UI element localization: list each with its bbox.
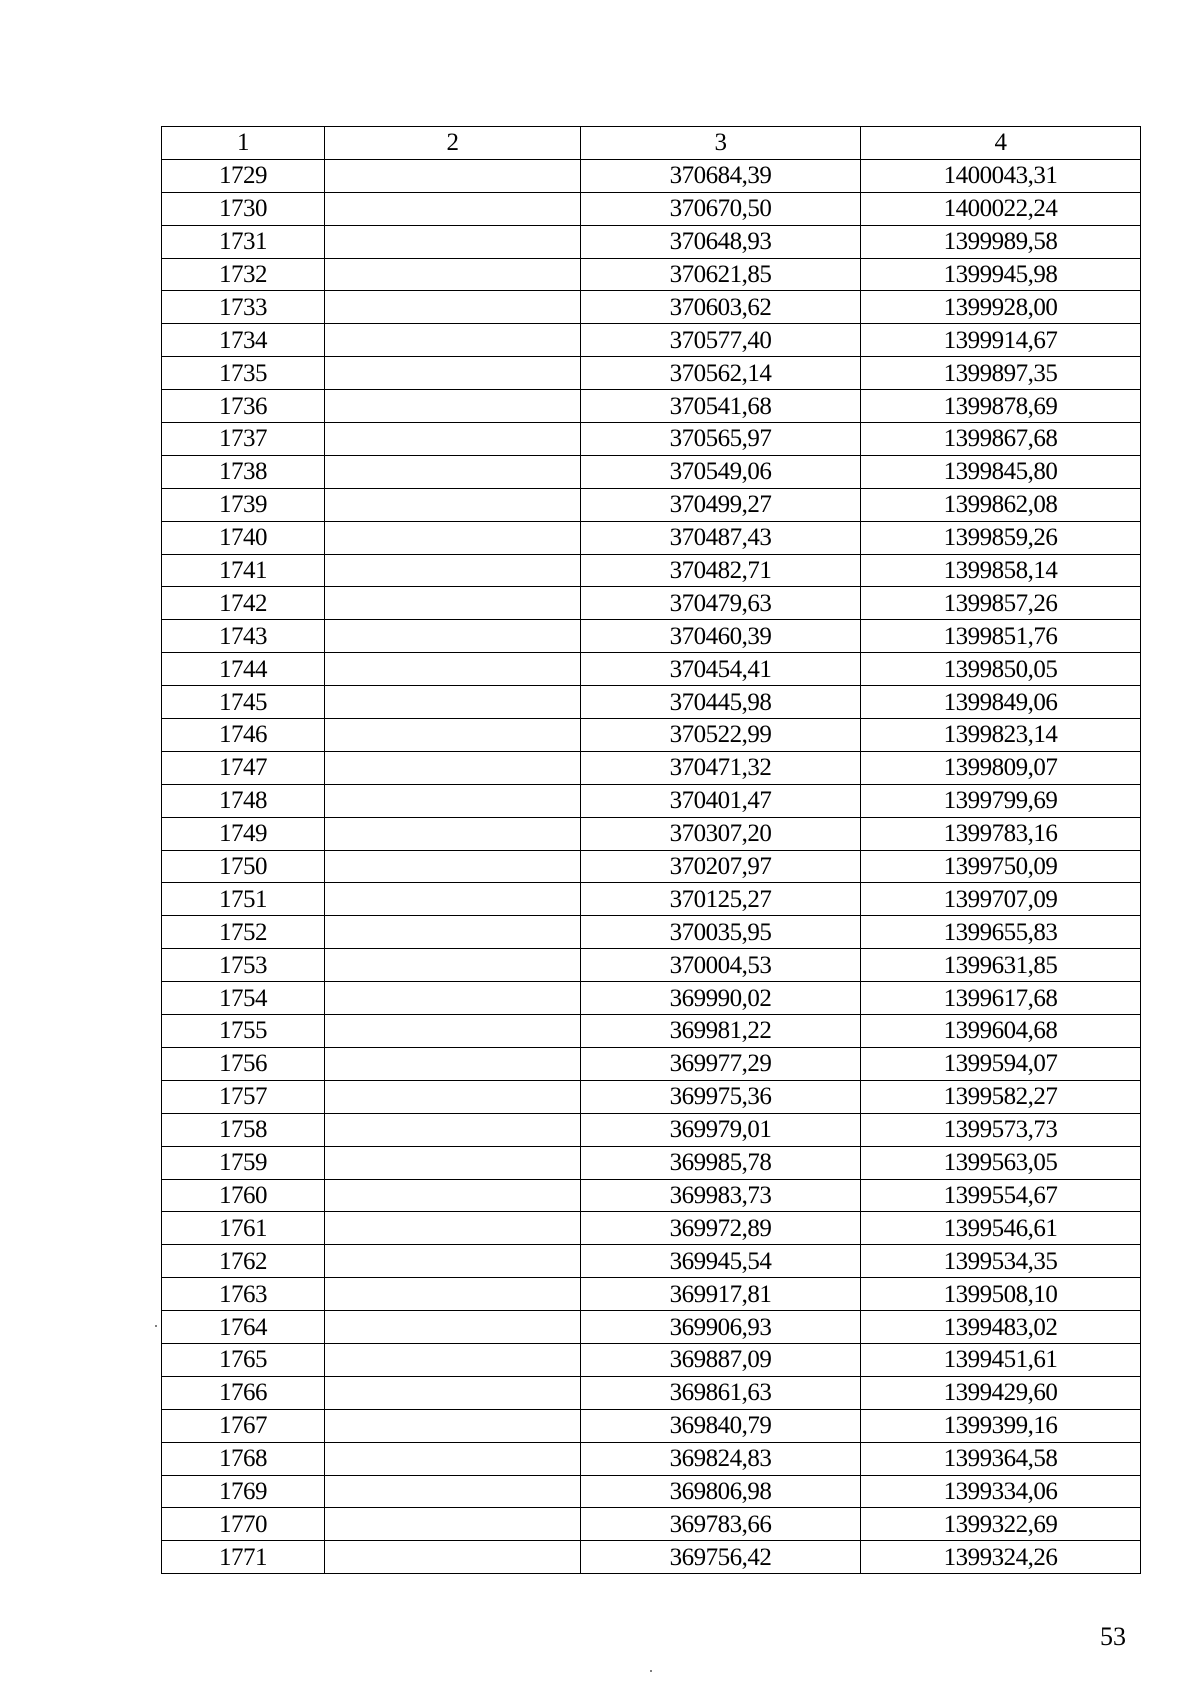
table-header-row: [162, 127, 1141, 160]
table-cell-col-2: [325, 357, 581, 390]
header-col-4: 4: [861, 127, 1141, 160]
table-cell-col-1: 1770: [162, 1508, 325, 1541]
table-row: [162, 1113, 1141, 1146]
table-cell-col-2: [325, 488, 581, 521]
table-cell-col-4: 1399823,14: [861, 719, 1141, 752]
table-cell-col-1: 1730: [162, 192, 325, 225]
table-cell-col-2: [325, 587, 581, 620]
table-row: [162, 1080, 1141, 1113]
table-cell-col-3: 369990,02: [581, 982, 861, 1015]
table-cell-col-2: [325, 982, 581, 1015]
table-cell-col-1: 1751: [162, 883, 325, 916]
table-cell-col-3: 369945,54: [581, 1245, 861, 1278]
table-cell-col-2: [325, 1179, 581, 1212]
table-cell-col-1: 1740: [162, 521, 325, 554]
table-cell-col-2: [325, 455, 581, 488]
table-cell-col-1: 1739: [162, 488, 325, 521]
table-row: [162, 850, 1141, 883]
table-cell-col-4: 1399845,80: [861, 455, 1141, 488]
table-cell-col-4: 1399862,08: [861, 488, 1141, 521]
header-col-1: 1: [162, 127, 325, 160]
coordinates-table: [161, 126, 1141, 1574]
table-row: [162, 159, 1141, 192]
table-cell-col-3: 370445,98: [581, 686, 861, 719]
table-cell-col-4: 1399563,05: [861, 1146, 1141, 1179]
table-cell-col-3: 370487,43: [581, 521, 861, 554]
table-row: [162, 291, 1141, 324]
table-cell-col-2: [325, 1245, 581, 1278]
table-cell-col-4: 1399554,67: [861, 1179, 1141, 1212]
table-cell-col-4: 1399546,61: [861, 1212, 1141, 1245]
table-cell-col-1: 1738: [162, 455, 325, 488]
table-cell-col-2: [325, 1015, 581, 1048]
table-cell-col-3: 369756,42: [581, 1541, 861, 1574]
table-cell-col-3: 370603,62: [581, 291, 861, 324]
table-row: [162, 1278, 1141, 1311]
table-cell-col-2: [325, 784, 581, 817]
table-row: [162, 1015, 1141, 1048]
table-cell-col-4: 1399783,16: [861, 817, 1141, 850]
table-cell-col-4: 1399631,85: [861, 949, 1141, 982]
page-number: 53: [1100, 1622, 1126, 1651]
table-cell-col-3: 370460,39: [581, 620, 861, 653]
table-cell-col-3: 370541,68: [581, 390, 861, 423]
table-cell-col-3: 370307,20: [581, 817, 861, 850]
table-body: [162, 159, 1141, 1573]
table-cell-col-1: 1733: [162, 291, 325, 324]
table-cell-col-2: [325, 225, 581, 258]
table-cell-col-1: 1753: [162, 949, 325, 982]
table-cell-col-4: 1400043,31: [861, 159, 1141, 192]
table-cell-col-4: 1399857,26: [861, 587, 1141, 620]
table-cell-col-2: [325, 620, 581, 653]
table-row: [162, 1376, 1141, 1409]
table-cell-col-2: [325, 686, 581, 719]
table-cell-col-1: 1758: [162, 1113, 325, 1146]
table-row: [162, 258, 1141, 291]
table-cell-col-2: [325, 949, 581, 982]
table-cell-col-4: 1399429,60: [861, 1376, 1141, 1409]
table-cell-col-3: 370522,99: [581, 719, 861, 752]
table-cell-col-2: [325, 1047, 581, 1080]
table-cell-col-1: 1757: [162, 1080, 325, 1113]
table-cell-col-2: [325, 751, 581, 784]
table-cell-col-4: 1399334,06: [861, 1475, 1141, 1508]
table-row: [162, 587, 1141, 620]
table-row: [162, 883, 1141, 916]
table-cell-col-3: 369975,36: [581, 1080, 861, 1113]
table-cell-col-1: 1731: [162, 225, 325, 258]
table-cell-col-3: 370562,14: [581, 357, 861, 390]
table-cell-col-1: 1752: [162, 916, 325, 949]
table-cell-col-3: 370549,06: [581, 455, 861, 488]
table-cell-col-3: 369783,66: [581, 1508, 861, 1541]
table-row: [162, 1442, 1141, 1475]
table-cell-col-4: 1399399,16: [861, 1409, 1141, 1442]
table-cell-col-3: 369979,01: [581, 1113, 861, 1146]
table-cell-col-3: 369824,83: [581, 1442, 861, 1475]
table-cell-col-1: 1745: [162, 686, 325, 719]
table-cell-col-4: 1399594,07: [861, 1047, 1141, 1080]
table-cell-col-1: 1737: [162, 423, 325, 456]
table-cell-col-2: [325, 1409, 581, 1442]
table-row: [162, 423, 1141, 456]
table-cell-col-4: 1399945,98: [861, 258, 1141, 291]
table-cell-col-1: 1759: [162, 1146, 325, 1179]
table-cell-col-3: 369983,73: [581, 1179, 861, 1212]
table-row: [162, 488, 1141, 521]
table-row: [162, 1146, 1141, 1179]
table-cell-col-4: 1399914,67: [861, 324, 1141, 357]
table-cell-col-4: 1399364,58: [861, 1442, 1141, 1475]
table-cell-col-1: 1754: [162, 982, 325, 1015]
table-cell-col-1: 1741: [162, 554, 325, 587]
table-cell-col-1: 1769: [162, 1475, 325, 1508]
table-cell-col-1: 1762: [162, 1245, 325, 1278]
table-row: [162, 455, 1141, 488]
table-cell-col-4: 1399928,00: [861, 291, 1141, 324]
table-cell-col-4: 1399582,27: [861, 1080, 1141, 1113]
table-row: [162, 1541, 1141, 1574]
table-cell-col-1: 1767: [162, 1409, 325, 1442]
table-row: [162, 1212, 1141, 1245]
table-cell-col-1: 1764: [162, 1311, 325, 1344]
table-cell-col-4: 1399799,69: [861, 784, 1141, 817]
table-cell-col-3: 370499,27: [581, 488, 861, 521]
table-cell-col-2: [325, 1146, 581, 1179]
table-row: [162, 751, 1141, 784]
table-row: [162, 1245, 1141, 1278]
table-cell-col-3: 369861,63: [581, 1376, 861, 1409]
table-cell-col-1: 1746: [162, 719, 325, 752]
table-cell-col-1: 1735: [162, 357, 325, 390]
table-cell-col-4: 1399897,35: [861, 357, 1141, 390]
table-cell-col-1: 1747: [162, 751, 325, 784]
table-cell-col-3: 370648,93: [581, 225, 861, 258]
table-cell-col-1: 1734: [162, 324, 325, 357]
table-row: [162, 653, 1141, 686]
table-cell-col-2: [325, 1442, 581, 1475]
table-row: [162, 620, 1141, 653]
table-cell-col-4: 1399617,68: [861, 982, 1141, 1015]
table-cell-col-4: 1399750,09: [861, 850, 1141, 883]
table-cell-col-3: 370684,39: [581, 159, 861, 192]
table-row: [162, 1343, 1141, 1376]
table-cell-col-2: [325, 159, 581, 192]
table-cell-col-3: 370577,40: [581, 324, 861, 357]
table-cell-col-2: [325, 1278, 581, 1311]
table-cell-col-1: 1750: [162, 850, 325, 883]
table-cell-col-3: 369906,93: [581, 1311, 861, 1344]
table-row: [162, 719, 1141, 752]
table-row: [162, 784, 1141, 817]
table-cell-col-4: 1399849,06: [861, 686, 1141, 719]
table-cell-col-4: 1399534,35: [861, 1245, 1141, 1278]
table-cell-col-3: 370035,95: [581, 916, 861, 949]
table-cell-col-1: 1760: [162, 1179, 325, 1212]
table-row: [162, 1508, 1141, 1541]
table-cell-col-2: [325, 719, 581, 752]
table-cell-col-4: 1399451,61: [861, 1343, 1141, 1376]
table-cell-col-4: 1399322,69: [861, 1508, 1141, 1541]
table-row: [162, 817, 1141, 850]
table-cell-col-2: [325, 554, 581, 587]
table-cell-col-1: 1768: [162, 1442, 325, 1475]
table-cell-col-3: 370454,41: [581, 653, 861, 686]
table-cell-col-2: [325, 324, 581, 357]
table-cell-col-3: 369840,79: [581, 1409, 861, 1442]
table-cell-col-3: 370207,97: [581, 850, 861, 883]
table-cell-col-4: 1399573,73: [861, 1113, 1141, 1146]
table-cell-col-3: 369887,09: [581, 1343, 861, 1376]
table-row: [162, 1179, 1141, 1212]
table-row: [162, 1409, 1141, 1442]
table-row: [162, 916, 1141, 949]
table-cell-col-3: 369972,89: [581, 1212, 861, 1245]
table-cell-col-2: [325, 1080, 581, 1113]
table-cell-col-2: [325, 850, 581, 883]
table-cell-col-3: 369981,22: [581, 1015, 861, 1048]
table-cell-col-3: 369977,29: [581, 1047, 861, 1080]
scan-speck: [155, 1325, 157, 1327]
table-cell-col-1: 1763: [162, 1278, 325, 1311]
table-row: [162, 357, 1141, 390]
table-cell-col-1: 1771: [162, 1541, 325, 1574]
table-cell-col-1: 1756: [162, 1047, 325, 1080]
table-cell-col-2: [325, 883, 581, 916]
table-cell-col-4: 1399878,69: [861, 390, 1141, 423]
table-cell-col-3: 370471,32: [581, 751, 861, 784]
table-cell-col-3: 370482,71: [581, 554, 861, 587]
table-cell-col-1: 1765: [162, 1343, 325, 1376]
table-cell-col-1: 1742: [162, 587, 325, 620]
table-cell-col-4: 1400022,24: [861, 192, 1141, 225]
table-cell-col-2: [325, 291, 581, 324]
table-cell-col-4: 1399989,58: [861, 225, 1141, 258]
table-cell-col-2: [325, 258, 581, 291]
table-cell-col-4: 1399851,76: [861, 620, 1141, 653]
table-cell-col-3: 369917,81: [581, 1278, 861, 1311]
table-cell-col-4: 1399655,83: [861, 916, 1141, 949]
table-cell-col-3: 369985,78: [581, 1146, 861, 1179]
table-cell-col-3: 369806,98: [581, 1475, 861, 1508]
table-cell-col-4: 1399850,05: [861, 653, 1141, 686]
table-cell-col-3: 370479,63: [581, 587, 861, 620]
table-cell-col-1: 1766: [162, 1376, 325, 1409]
table-cell-col-1: 1761: [162, 1212, 325, 1245]
table-row: [162, 949, 1141, 982]
table-cell-col-3: 370401,47: [581, 784, 861, 817]
table-cell-col-1: 1744: [162, 653, 325, 686]
table-cell-col-2: [325, 423, 581, 456]
table-cell-col-4: 1399508,10: [861, 1278, 1141, 1311]
table-row: [162, 1047, 1141, 1080]
table-cell-col-1: 1732: [162, 258, 325, 291]
table-row: [162, 521, 1141, 554]
table-cell-col-2: [325, 1113, 581, 1146]
table-cell-col-4: 1399324,26: [861, 1541, 1141, 1574]
table-cell-col-1: 1743: [162, 620, 325, 653]
table-cell-col-4: 1399809,07: [861, 751, 1141, 784]
table-row: [162, 1475, 1141, 1508]
table-cell-col-2: [325, 192, 581, 225]
table-cell-col-3: 370565,97: [581, 423, 861, 456]
header-col-2: 2: [325, 127, 581, 160]
table-row: [162, 390, 1141, 423]
table-cell-col-1: 1729: [162, 159, 325, 192]
table-cell-col-1: 1748: [162, 784, 325, 817]
table-row: [162, 554, 1141, 587]
table-cell-col-1: 1749: [162, 817, 325, 850]
table-cell-col-2: [325, 1541, 581, 1574]
table-cell-col-2: [325, 1212, 581, 1245]
table-cell-col-3: 370670,50: [581, 192, 861, 225]
table-row: [162, 982, 1141, 1015]
table-row: [162, 192, 1141, 225]
table-cell-col-4: 1399707,09: [861, 883, 1141, 916]
scan-speck: [650, 1670, 652, 1672]
table-cell-col-4: 1399483,02: [861, 1311, 1141, 1344]
table-cell-col-2: [325, 1343, 581, 1376]
table-cell-col-2: [325, 653, 581, 686]
table-cell-col-4: 1399604,68: [861, 1015, 1141, 1048]
table-cell-col-4: 1399859,26: [861, 521, 1141, 554]
table-cell-col-3: 370125,27: [581, 883, 861, 916]
table-cell-col-2: [325, 1508, 581, 1541]
table-row: [162, 686, 1141, 719]
table-cell-col-1: 1736: [162, 390, 325, 423]
header-col-3: 3: [581, 127, 861, 160]
table-cell-col-4: 1399867,68: [861, 423, 1141, 456]
table-row: [162, 1311, 1141, 1344]
table-cell-col-2: [325, 1376, 581, 1409]
table-cell-col-1: 1755: [162, 1015, 325, 1048]
table-cell-col-2: [325, 916, 581, 949]
table-row: [162, 225, 1141, 258]
table-row: [162, 324, 1141, 357]
table-cell-col-2: [325, 1311, 581, 1344]
table-cell-col-2: [325, 817, 581, 850]
table-cell-col-3: 370621,85: [581, 258, 861, 291]
table-cell-col-3: 370004,53: [581, 949, 861, 982]
table-cell-col-2: [325, 390, 581, 423]
table-cell-col-4: 1399858,14: [861, 554, 1141, 587]
table-cell-col-2: [325, 521, 581, 554]
table-cell-col-2: [325, 1475, 581, 1508]
